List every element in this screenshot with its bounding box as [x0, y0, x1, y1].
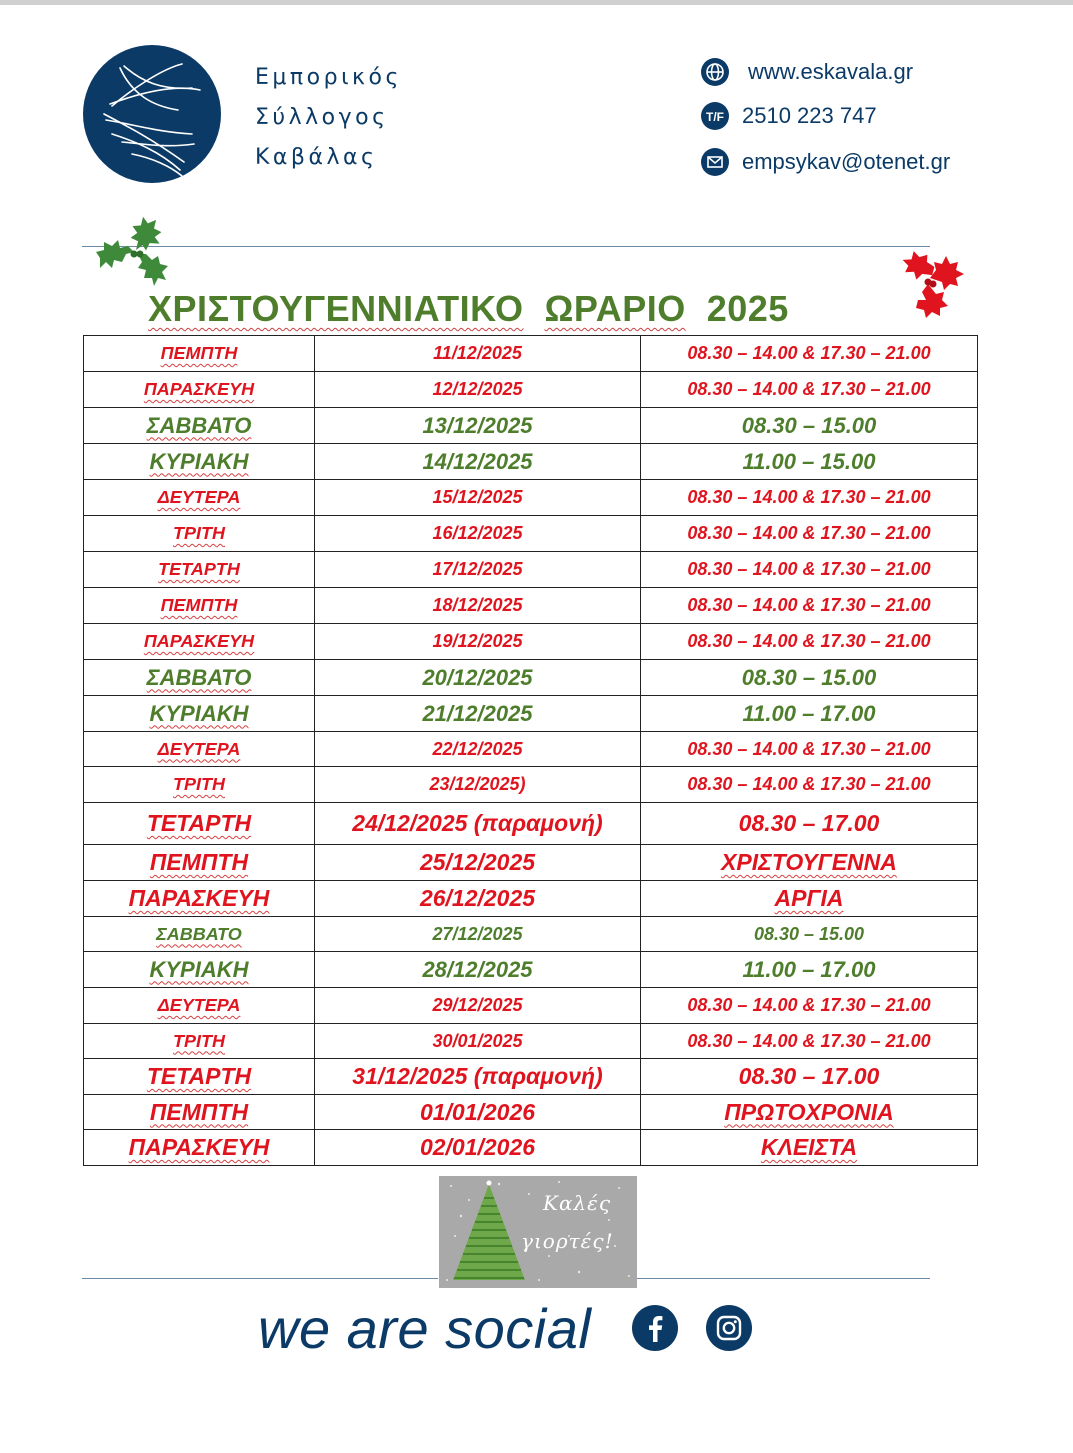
- hours-text: 08.30 – 17.00: [738, 810, 880, 836]
- cell-date: [315, 516, 641, 552]
- cell-day: [84, 952, 315, 988]
- day-text: ΠΕΜΠΤΗ: [160, 343, 238, 363]
- hours-text: 08.30 – 15.00: [741, 664, 877, 690]
- day-text: ΠΑΡΑΣΚΕΥΗ: [128, 1134, 270, 1160]
- hours-text: ΚΛΕΙΣΤΑ: [760, 1134, 858, 1160]
- hours-text: 08.30 – 14.00 & 17.30 – 21.00: [687, 631, 931, 651]
- table-row: [84, 372, 978, 408]
- day-text: ΠΕΜΠΤΗ: [160, 595, 238, 615]
- cell-date: [315, 952, 641, 988]
- header-divider: [82, 246, 930, 247]
- hours-text: 08.30 – 14.00 & 17.30 – 21.00: [687, 995, 931, 1015]
- date-text: 16/12/2025: [432, 523, 523, 543]
- day-text: ΔΕΥΤΕΡΑ: [157, 487, 241, 507]
- greeting-line-2: γιορτές!: [521, 1229, 614, 1253]
- table-row: [84, 588, 978, 624]
- holly-red-icon: [892, 246, 970, 326]
- top-border: [0, 0, 1073, 5]
- day-text: ΔΕΥΤΕΡΑ: [157, 738, 241, 759]
- cell-day: [84, 408, 315, 444]
- hours-text: 08.30 – 14.00 & 17.30 – 21.00: [687, 379, 931, 399]
- phone-icon-label: T/F: [706, 110, 724, 124]
- cell-day: [84, 1130, 315, 1166]
- cell-hours: [641, 624, 978, 660]
- date-text: 21/12/2025: [422, 700, 533, 726]
- cell-hours: [641, 1130, 978, 1166]
- table-row: [84, 1095, 978, 1130]
- day-text: ΚΥΡΙΑΚΗ: [149, 448, 249, 474]
- globe-icon: [700, 57, 730, 87]
- hours-text: 08.30 – 15.00: [741, 412, 877, 438]
- day-text: ΠΕΜΠΤΗ: [149, 849, 249, 875]
- title-year: 2025: [706, 288, 789, 329]
- table-row: [84, 552, 978, 588]
- cell-hours: [641, 336, 978, 372]
- table-row: [84, 1024, 978, 1059]
- org-line-2: Σύλλογος: [255, 105, 389, 130]
- cell-day: [84, 444, 315, 480]
- day-text: ΤΡΙΤΗ: [173, 523, 225, 543]
- date-text: 23/12/2025): [429, 774, 526, 794]
- cell-day: [84, 917, 315, 952]
- hours-text: 11.00 – 17.00: [742, 700, 876, 726]
- date-text: 26/12/2025: [419, 885, 536, 911]
- footer-divider-left: [82, 1278, 438, 1279]
- date-text: 15/12/2025: [432, 487, 523, 507]
- table-row: [84, 767, 978, 803]
- table-row: [84, 408, 978, 444]
- holly-green-icon: [96, 212, 178, 294]
- cell-date: [315, 917, 641, 952]
- cell-hours: [641, 372, 978, 408]
- cell-hours: [641, 732, 978, 767]
- cell-day: [84, 881, 315, 917]
- cell-date: [315, 480, 641, 516]
- day-text: ΤΕΤΑΡΤΗ: [158, 559, 240, 579]
- date-text: 25/12/2025: [419, 849, 536, 875]
- page-title: [148, 288, 789, 330]
- date-text: 20/12/2025: [422, 664, 533, 690]
- table-row: [84, 624, 978, 660]
- cell-date: [315, 1095, 641, 1130]
- table-row: [84, 732, 978, 767]
- hours-text: ΧΡΙΣΤΟΥΓΕΝΝΑ: [721, 849, 897, 875]
- cell-hours: [641, 408, 978, 444]
- cell-day: [84, 480, 315, 516]
- date-text: 27/12/2025: [432, 923, 523, 944]
- day-text: ΣΑΒΒΑΤΟ: [146, 412, 252, 438]
- hours-text: 08.30 – 17.00: [738, 1063, 880, 1089]
- cell-day: [84, 552, 315, 588]
- cell-date: [315, 1024, 641, 1059]
- cell-date: [315, 588, 641, 624]
- hours-text: 08.30 – 15.00: [753, 923, 865, 944]
- cell-hours: [641, 767, 978, 803]
- hours-text: 11.00 – 15.00: [742, 448, 876, 474]
- date-text: 13/12/2025: [422, 412, 533, 438]
- cell-date: [315, 444, 641, 480]
- table-row: [84, 444, 978, 480]
- social-slogan: we are social: [258, 1297, 592, 1360]
- mail-icon: [700, 147, 730, 177]
- cell-hours: [641, 444, 978, 480]
- cell-date: [315, 372, 641, 408]
- cell-day: [84, 803, 315, 845]
- cell-day: [84, 988, 315, 1024]
- day-text: ΚΥΡΙΑΚΗ: [149, 956, 249, 982]
- date-text: 02/01/2026: [419, 1134, 536, 1160]
- cell-day: [84, 1059, 315, 1095]
- cell-date: [315, 1130, 641, 1166]
- day-text: ΠΕΜΠΤΗ: [149, 1098, 249, 1125]
- cell-hours: [641, 552, 978, 588]
- cell-day: [84, 696, 315, 732]
- table-row: [84, 1130, 978, 1166]
- cell-date: [315, 624, 641, 660]
- day-text: ΤΡΙΤΗ: [173, 1030, 225, 1051]
- date-text: 18/12/2025: [432, 595, 523, 615]
- table-row: [84, 845, 978, 881]
- cell-day: [84, 732, 315, 767]
- cell-date: [315, 408, 641, 444]
- date-text: 31/12/2025 (παραμονή): [352, 1063, 603, 1089]
- hours-text: 08.30 – 14.00 & 17.30 – 21.00: [687, 343, 931, 363]
- table-row: [84, 952, 978, 988]
- cell-hours: [641, 516, 978, 552]
- org-line-1: Εμπορικός: [255, 65, 402, 90]
- cell-hours: [641, 696, 978, 732]
- cell-hours: [641, 660, 978, 696]
- cell-date: [315, 988, 641, 1024]
- title-word-1: ΧΡΙΣΤΟΥΓΕΝΝΙΑΤΙΚΟ: [148, 288, 524, 329]
- table-row: [84, 516, 978, 552]
- date-text: 11/12/2025: [433, 343, 522, 363]
- date-text: 12/12/2025: [432, 379, 523, 399]
- cell-day: [84, 1024, 315, 1059]
- cell-day: [84, 767, 315, 803]
- cell-date: [315, 881, 641, 917]
- cell-date: [315, 732, 641, 767]
- day-text: ΤΕΤΑΡΤΗ: [146, 1063, 252, 1089]
- cell-day: [84, 516, 315, 552]
- table-row: [84, 988, 978, 1024]
- schedule-table: [83, 335, 978, 1166]
- table-row: [84, 336, 978, 372]
- day-text: ΤΡΙΤΗ: [173, 774, 225, 794]
- day-text: ΤΕΤΑΡΤΗ: [146, 810, 252, 836]
- hours-text: 08.30 – 14.00 & 17.30 – 21.00: [687, 738, 931, 759]
- cell-hours: [641, 988, 978, 1024]
- hours-text: ΑΡΓΙΑ: [774, 885, 844, 911]
- day-text: ΠΑΡΑΣΚΕΥΗ: [128, 885, 270, 911]
- hours-text: 08.30 – 14.00 & 17.30 – 21.00: [687, 559, 931, 579]
- logo-emblem: [82, 44, 222, 184]
- date-text: 30/01/2025: [432, 1030, 523, 1051]
- title-word-2: ΩΡΑΡΙΟ: [544, 288, 686, 329]
- cell-hours: [641, 917, 978, 952]
- cell-day: [84, 624, 315, 660]
- table-row: [84, 1059, 978, 1095]
- date-text: 14/12/2025: [422, 448, 533, 474]
- hours-text: 08.30 – 14.00 & 17.30 – 21.00: [687, 487, 931, 507]
- date-text: 19/12/2025: [432, 631, 523, 651]
- greeting-card: [439, 1176, 637, 1288]
- cell-date: [315, 1059, 641, 1095]
- cell-hours: [641, 1095, 978, 1130]
- website-link[interactable]: www.eskavala.gr: [748, 59, 914, 84]
- hours-text: 08.30 – 14.00 & 17.30 – 21.00: [687, 1030, 931, 1051]
- table-row: [84, 660, 978, 696]
- day-text: ΣΑΒΒΑΤΟ: [156, 923, 242, 944]
- date-text: 24/12/2025 (παραμονή): [352, 810, 603, 836]
- cell-day: [84, 845, 315, 881]
- day-text: ΔΕΥΤΕΡΑ: [157, 995, 241, 1015]
- day-text: ΣΑΒΒΑΤΟ: [146, 664, 252, 690]
- hours-text: 08.30 – 14.00 & 17.30 – 21.00: [687, 523, 931, 543]
- table-row: [84, 480, 978, 516]
- phone-number: 2510 223 747: [742, 103, 877, 128]
- cell-date: [315, 336, 641, 372]
- date-text: 17/12/2025: [432, 559, 523, 579]
- cell-hours: [641, 803, 978, 845]
- day-text: ΠΑΡΑΣΚΕΥΗ: [143, 379, 255, 399]
- cell-date: [315, 767, 641, 803]
- cell-hours: [641, 588, 978, 624]
- table-row: [84, 803, 978, 845]
- cell-date: [315, 845, 641, 881]
- cell-date: [315, 552, 641, 588]
- cell-hours: [641, 1024, 978, 1059]
- day-text: ΠΑΡΑΣΚΕΥΗ: [143, 631, 255, 651]
- facebook-icon[interactable]: [632, 1305, 678, 1351]
- org-line-3: Καβάλας: [255, 145, 378, 170]
- footer-divider-right: [637, 1278, 930, 1279]
- cell-day: [84, 588, 315, 624]
- table-row: [84, 696, 978, 732]
- cell-date: [315, 803, 641, 845]
- hours-text: 11.00 – 17.00: [742, 956, 876, 982]
- table-row: [84, 917, 978, 952]
- hours-text: ΠΡΩΤΟΧΡΟΝΙΑ: [724, 1098, 894, 1125]
- cell-date: [315, 696, 641, 732]
- cell-date: [315, 660, 641, 696]
- cell-hours: [641, 845, 978, 881]
- hours-text: 08.30 – 14.00 & 17.30 – 21.00: [687, 595, 931, 615]
- date-text: 28/12/2025: [422, 956, 533, 982]
- day-text: ΚΥΡΙΑΚΗ: [149, 700, 249, 726]
- instagram-icon[interactable]: [706, 1305, 752, 1351]
- cell-day: [84, 372, 315, 408]
- cell-day: [84, 336, 315, 372]
- date-text: 22/12/2025: [432, 738, 523, 759]
- cell-hours: [641, 881, 978, 917]
- cell-day: [84, 660, 315, 696]
- date-text: 01/01/2026: [419, 1098, 536, 1125]
- organization-name: [255, 58, 402, 178]
- cell-hours: [641, 480, 978, 516]
- cell-hours: [641, 1059, 978, 1095]
- cell-day: [84, 1095, 315, 1130]
- cell-hours: [641, 952, 978, 988]
- email-link[interactable]: empsykav@otenet.gr: [742, 149, 951, 174]
- phone-icon: [700, 101, 730, 131]
- hours-text: 08.30 – 14.00 & 17.30 – 21.00: [687, 774, 931, 794]
- greeting-line-1: Καλές: [543, 1191, 612, 1215]
- date-text: 29/12/2025: [432, 995, 523, 1015]
- table-row: [84, 881, 978, 917]
